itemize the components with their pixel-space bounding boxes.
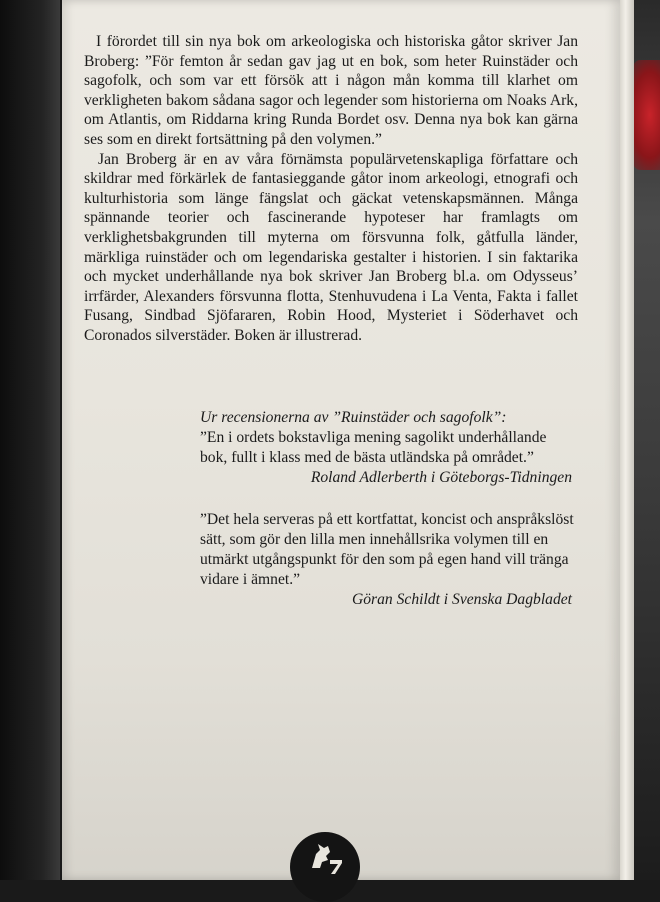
blurb-paragraph-1: I förordet till sin nya bok om arkeologiska och historiska gåtor skriver Jan Broberg: ”För femton år sedan gav jag ut en bok, som heter Ruinstäder och sagofolk, och som var ett försök att i någon mån komma till klarhet om verkligheten bakom sådana sagor och legender som historierna om Noaks Ark, om Atlantis, om Riddarna kring Runda Bordet osv. Denna nya bok kan gärna ses som en direkt fortsättning på den volymen.” <box>84 33 578 148</box>
reviews-heading: Ur recensionerna av ”Ruinstäder och sagofolk”: <box>200 409 507 426</box>
reviews-section <box>200 408 576 610</box>
review-spacer <box>200 488 576 510</box>
review-quote-2: ”Det hela serveras på ett kortfattat, koncist och anspråkslöst sätt, som gör den lilla men innehållsrika volymen till en utmärkt utgångspunkt för den som på egen hand vill tränga vidare i ämnet.” <box>200 511 574 588</box>
publisher-logo-icon <box>306 838 346 878</box>
publisher-logo <box>290 832 360 902</box>
review-quote-1: ”En i ordets bokstavliga mening sagolikt underhållande bok, fullt i klass med de bästa utländska på området.” <box>200 429 547 466</box>
review-attribution-1: Roland Adlerberth i Göteborgs-Tidningen <box>310 469 572 486</box>
blurb-text <box>84 32 578 346</box>
book-spine-edge <box>620 0 634 880</box>
blurb-paragraph-2: Jan Broberg är en av våra förnämsta populärvetenskapliga författare och skildrar med förkärlek de fantasieggande gåtor inom arkeologi, etnografi och kulturhistoria som länge fängslat och gäckat vetenskapsmännen. Många spännande teorier och fascinerande hypoteser har framlagts om verklighetsbakgrunden till myterna om försvunna folk, gåtfulla länder, märkliga ruinstäder och om legendariska gestalter i historien. I sin faktarika och mycket underhållande nya bok skriver Jan Broberg bl.a. om Odysseus’ irrfärder, Alexanders försvunna flotta, Stenhuvudena i La Venta, Fakta i fallet Fusang, Sindbad Sjöfararen, Robin Hood, Mysteriet i Söderhavet och Coronados silverstäder. Boken är illustrerad. <box>84 150 578 344</box>
background-left <box>0 0 60 880</box>
review-attribution-2: Göran Schildt i Svenska Dagbladet <box>351 591 572 608</box>
